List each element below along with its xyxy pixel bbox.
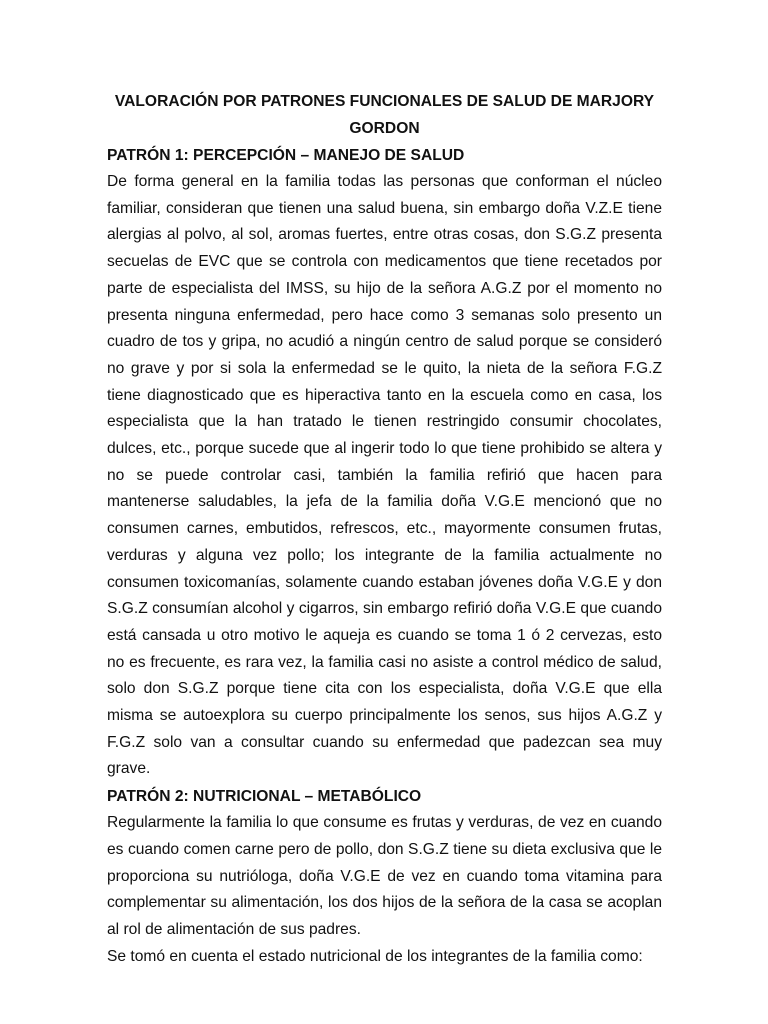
document-body: [107, 88, 662, 970]
document-title: VALORACIÓN POR PATRONES FUNCIONALES DE SALUD DE MARJORY GORDON: [114, 93, 655, 137]
section-heading-patron-1: PATRÓN 1: PERCEPCIÓN – MANEJO DE SALUD: [107, 147, 465, 164]
section-2-paragraph-intro: Se tomó en cuenta el estado nutricional de los integrantes de la familia como:: [107, 947, 643, 965]
section-1-paragraph: De forma general en la familia todas las personas que conforman el núcleo familiar, consideran que tienen una salud buena, sin embargo doña V.Z.E tiene alergias al polvo, al sol, aromas fuertes, entre otras cosas, don S.G.Z presenta secuelas de EVC que se controla con medicamentos que tiene recetados por parte de especialista del IMSS, su hijo de la señora A.G.Z por el momento no presenta ninguna enfermedad, pero hace como 3 semanas solo presento un cuadro de tos y gripa, no acudió a ningún centro de salud porque se consideró no grave y por si sola la enfermedad se le quito, la nieta de la señora F.G.Z tiene diagnosticado que es hiperactiva tanto en la escuela como en casa, los especialista que la han tratado le tienen restringido consumir chocolates, dulces, etc., porque sucede que al ingerir todo lo que tiene prohibido se altera y no se puede controlar casi, también la familia refirió que hacen para mantenerse saludables, la jefa de la familia doña V.G.E mencionó que no consumen carnes, embutidos, refrescos, etc., mayormente consumen frutas, verduras y alguna vez pollo; los integrante de la familia actualmente no consumen toxicomanías, solamente cuando estaban jóvenes doña V.G.E y don S.G.Z consumían alcohol y cigarros, sin embargo refirió doña V.G.E que cuando está cansada u otro motivo le aqueja es cuando se toma 1 ó 2 cervezas, esto no es frecuente, es rara vez, la familia casi no asiste a control médico de salud, solo don S.G.Z porque tiene cita con los especialista, doña V.G.E que ella misma se autoexplora su cuerpo principalmente los senos, sus hijos A.G.Z y F.G.Z solo van a consultar cuando su enfermedad que padezcan sea muy grave.: [107, 173, 662, 778]
section-heading-patron-2: PATRÓN 2: NUTRICIONAL – METABÓLICO: [107, 788, 422, 806]
section-2-paragraph: Regularmente la familia lo que consume es frutas y verduras, de vez en cuando es cuando comen carne pero de pollo, don S.G.Z tiene su dieta exclusiva que le proporciona su nutrióloga, doña V.G.E de vez en cuando toma vitamina para complementar su alimentación, los dos hijos de la señora de la casa se acoplan al rol de alimentación de sus padres.: [107, 814, 662, 938]
